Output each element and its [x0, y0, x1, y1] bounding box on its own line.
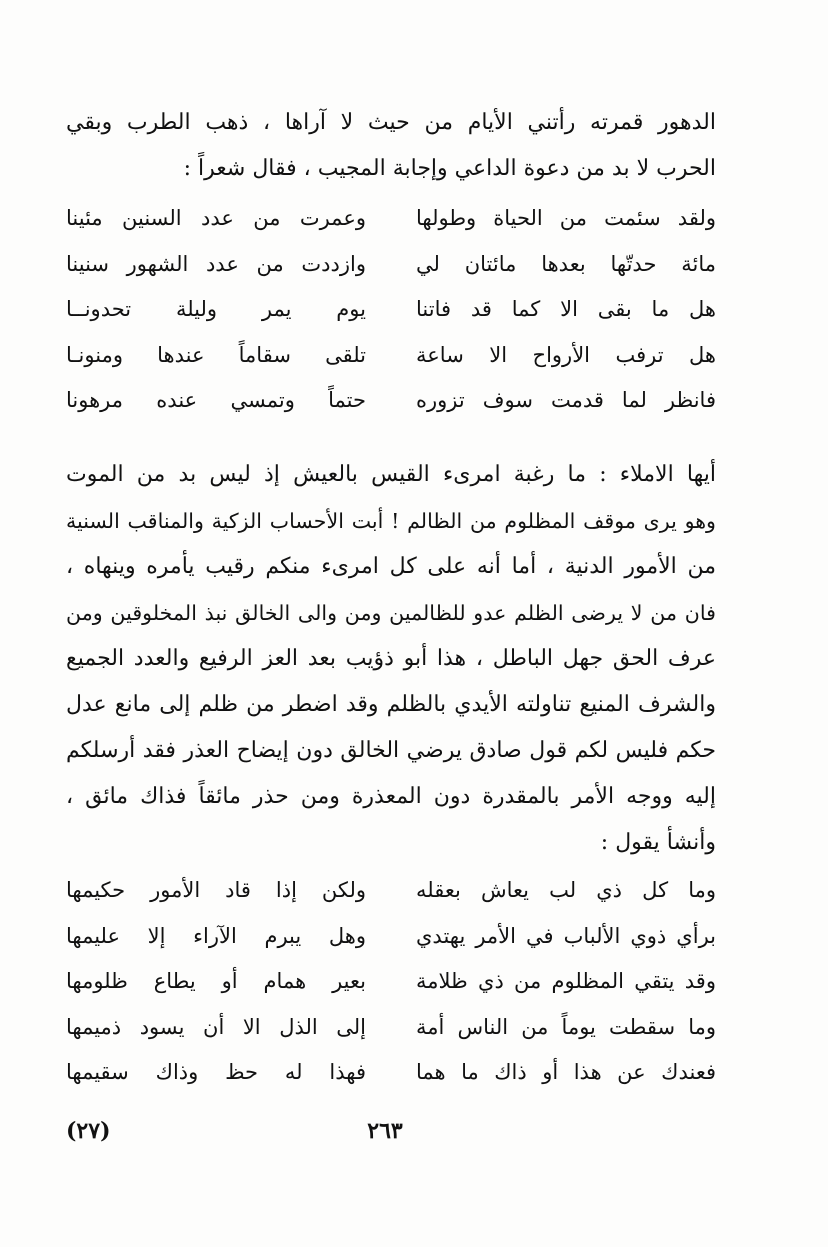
poem1-verse-1-first-hemistich: ولقد سئمت من الحياة وطولها	[416, 206, 716, 230]
poem1-verse-5	[66, 378, 716, 424]
poem2-verse-1-first-hemistich: وما كل ذي لب يعاش بعقله	[416, 878, 716, 902]
poem1-verse-2-first-hemistich: مائة حدتّها بعدها مائتان لي	[416, 251, 716, 276]
body-line-8: إليه ووجه الأمر بالمقدرة دون المعذرة ومن حذر مائقاً فذاك مائق ،	[66, 784, 716, 809]
poem1-verse-2	[66, 242, 716, 288]
poem1-verse-4-first-hemistich: هل ترفب الأرواح الا ساعة	[416, 342, 716, 367]
poem2-verse-3-second-hemistich: بعير همام أو يطاع ظلومها	[66, 969, 366, 993]
poem2-verse-5-first-hemistich: فعندك عن هذا أو ذاك ما هما	[416, 1060, 716, 1084]
body-line-9: وأنشأ يقول :	[600, 830, 716, 855]
body-line-2: وهو يرى موقف المظلوم من الظالم ! أبت الأحساب الزكية والمناقب السنية	[66, 509, 716, 533]
poem-1	[66, 196, 716, 424]
poem1-verse-5-second-hemistich: حتماً وتمسي عنده مرهونا	[66, 388, 366, 412]
body-line-6: والشرف المنيع تناولته الأيدي بالظلم وقد اضطر من ظلم إلى مانع عدل	[66, 692, 716, 717]
poem2-verse-2	[66, 914, 716, 960]
body-line-3: من الأمور الدنية ، أما أنه على كل امرىء منكم رقيب يأمره وينهاه ،	[66, 554, 716, 579]
page-footer	[0, 1118, 828, 1158]
poem2-verse-3	[66, 959, 716, 1005]
poem1-verse-3-first-hemistich: هل ما بقى الا كما قد فاتنا	[416, 297, 716, 321]
poem1-verse-1-second-hemistich: وعمرت من عدد السنين مئينا	[66, 206, 366, 230]
poem2-verse-1-second-hemistich: ولكن إذا قاد الأمور حكيمها	[66, 878, 366, 902]
poem1-verse-4	[66, 333, 716, 379]
poem2-verse-2-second-hemistich: وهل يبرم الآراء إلا عليمها	[66, 923, 366, 948]
poem-2	[66, 868, 716, 1096]
signature-mark: (٢٧)	[66, 1118, 111, 1144]
poem2-verse-5	[66, 1050, 716, 1096]
poem2-verse-4	[66, 1005, 716, 1051]
intro-paragraph	[66, 100, 716, 192]
page-number: ٢٦٣	[367, 1118, 403, 1144]
intro-line-2: الحرب لا بد من دعوة الداعي وإجابة المجيب ، فقال شعراً :	[183, 156, 716, 181]
body-paragraph	[66, 452, 716, 866]
poem1-verse-3	[66, 287, 716, 333]
poem1-verse-1	[66, 196, 716, 242]
poem2-verse-3-first-hemistich: وقد يتقي المظلوم من ذي ظلامة	[416, 969, 716, 993]
poem2-verse-4-second-hemistich: إلى الذل الا أن يسود ذميمها	[66, 1014, 366, 1039]
poem1-verse-3-second-hemistich: يوم يمر وليلة تحدونــا	[66, 297, 366, 321]
body-line-5: عرف الحق جهل الباطل ، هذا أبو ذؤيب بعد العز الرفيع والعدد الجميع	[66, 646, 716, 671]
poem1-verse-2-second-hemistich: وازددت من عدد الشهور سنينا	[66, 251, 366, 276]
poem2-verse-2-first-hemistich: برأي ذوي الألباب في الأمر يهتدي	[416, 923, 716, 948]
body-line-4: فان من لا يرضى الظلم عدو للظالمين ومن والى الخالق نبذ المخلوقين ومن	[66, 601, 716, 625]
poem2-verse-5-second-hemistich: فهذا له حظ وذاك سقيمها	[66, 1060, 366, 1084]
intro-line-1: الدهور قمرته رأتني الأيام من حيث لا آراها ، ذهب الطرب وبقي	[66, 110, 716, 135]
poem2-verse-4-first-hemistich: وما سقطت يوماً من الناس أمة	[416, 1014, 716, 1039]
poem2-verse-1	[66, 868, 716, 914]
body-line-1: أيها الاملاء : ما رغبة امرىء القيس بالعيش إذ ليس بد من الموت	[66, 462, 716, 487]
poem1-verse-5-first-hemistich: فانظر لما قدمت سوف تزوره	[416, 388, 716, 412]
body-line-7: حكم فليس لكم قول صادق يرضي الخالق دون إيضاح العذر فقد أرسلكم	[66, 738, 716, 763]
poem1-verse-4-second-hemistich: تلقى سقاماً عندها ومنونـا	[66, 342, 366, 367]
